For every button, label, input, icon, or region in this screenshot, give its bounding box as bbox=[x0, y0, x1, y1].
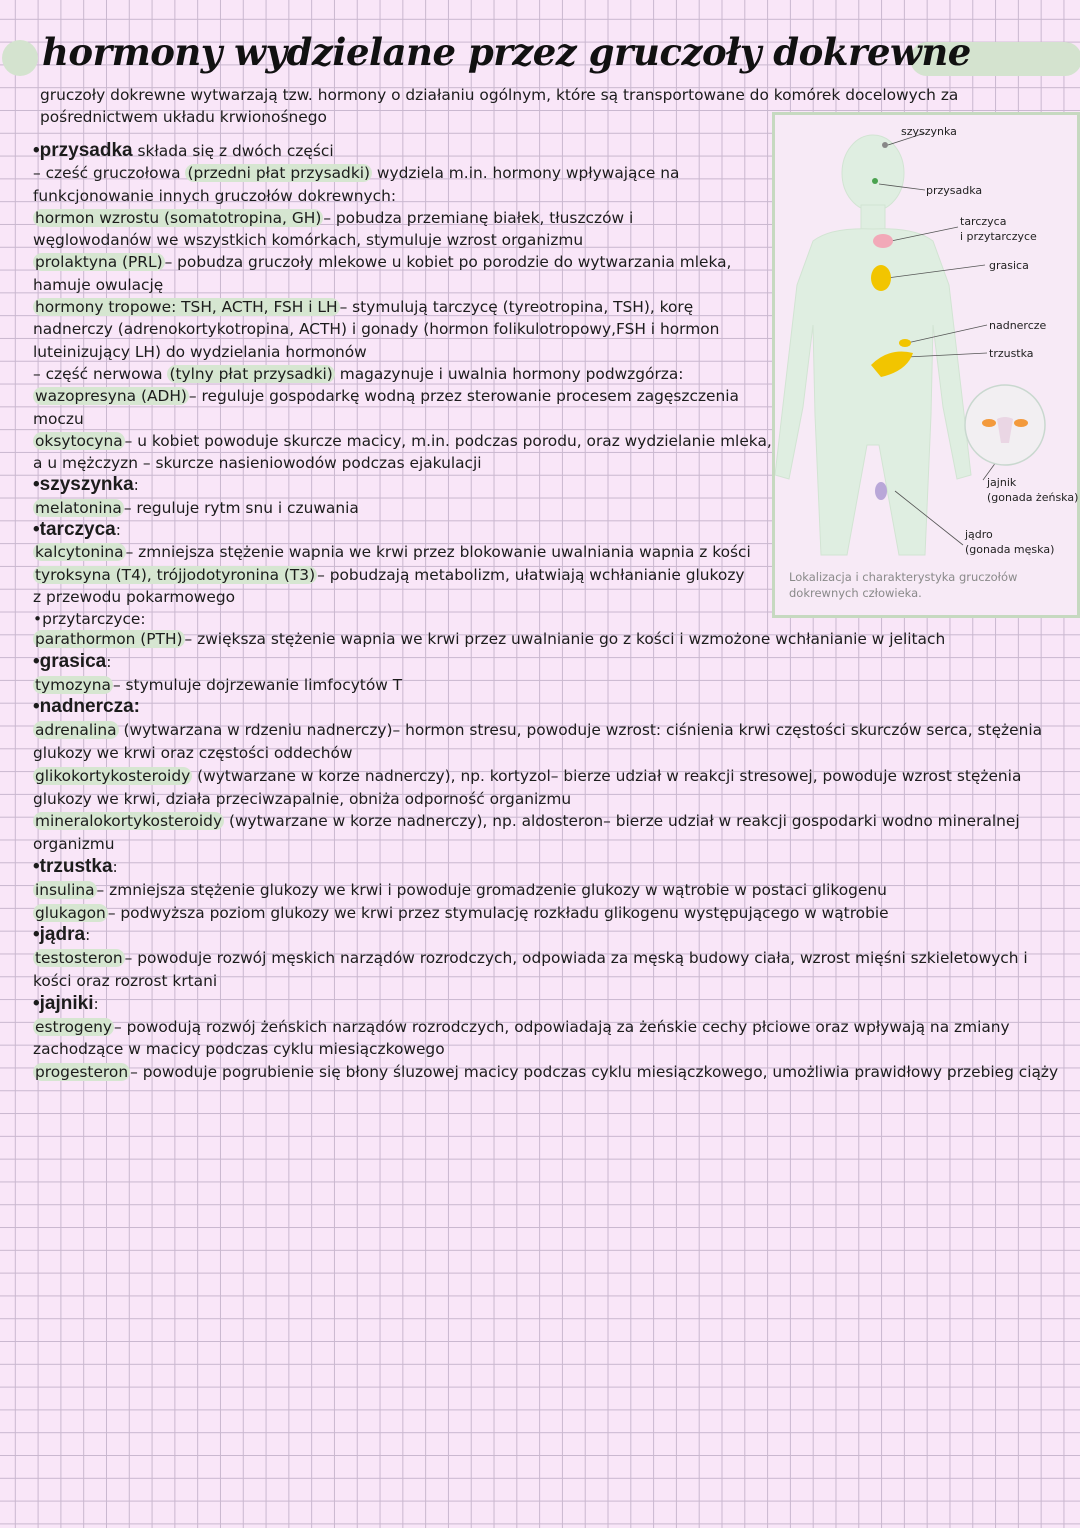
kalcytonina-line: kalcytonina – zmniejsza stężenie wapnia we krwi przez blokowanie uwalniania wapnia z kości bbox=[35, 543, 751, 562]
mineralokortykosteroidy-paragraph: mineralokortykosteroidy (wytwarzane w korze nadnerczy), np. aldosteron– bierze udział w reakcji gospodarki wodno mineralnej organizmu bbox=[33, 812, 1020, 854]
label-tarczyca: tarczyca bbox=[960, 215, 1007, 228]
tarczyca-marker bbox=[873, 234, 893, 248]
przysadka-heading: •przysadka bbox=[33, 140, 133, 161]
title-dot-decoration bbox=[2, 40, 38, 76]
trzustka-heading-line: •trzustka: bbox=[33, 855, 118, 877]
gh-line: hormon wzrostu (somatotropina, GH) – pobudza przemianę białek, tłuszczów i bbox=[35, 208, 634, 227]
oxy-line: oksytocyna – u kobiet powoduje skurcze macicy, m.in. podczas porodu, oraz wydzielanie mleka, bbox=[35, 431, 772, 450]
estrogeny-term: estrogeny bbox=[35, 1017, 113, 1036]
pth-term: parathormon (PTH) bbox=[35, 630, 183, 648]
progesteron-paragraph: progesteron – powoduje pogrubienie się błony śluzowej macicy podczas cyklu miesiączkowego, umożliwia prawidłowy przebieg ciąży bbox=[35, 1063, 1059, 1082]
label-przytarczyce: i przytarczyce bbox=[960, 230, 1037, 243]
mineralokortykosteroidy-term: mineralokortykosteroidy bbox=[35, 812, 223, 831]
prl-term: prolaktyna (PRL) bbox=[35, 253, 163, 272]
jadro-marker bbox=[875, 482, 887, 500]
glukagon-term: glukagon bbox=[35, 903, 106, 922]
gh-line: węglowodanów we wszystkich komórkach, stymuluje wzrost organizmu bbox=[33, 231, 584, 250]
label-jajnik: jajnik bbox=[987, 476, 1017, 489]
testosteron-term: testosteron bbox=[35, 949, 123, 968]
tyroksyna-line: z przewodu pokarmowego bbox=[33, 587, 236, 606]
tyroksyna-line: tyroksyna (T4), trójjodotyronina (T3) – pobudzają metabolizm, ułatwiają wchłanianie glukozy bbox=[35, 565, 745, 584]
glikokortykosteroidy-paragraph: glikokortykosteroidy (wytwarzane w korze nadnerczy), np. kortyzol– bierze udział w reakcji stresowej, powoduje wzrost stężenia glukozy we krwi, działa przeciwzapalnie, obniża odporność organizmu bbox=[33, 766, 1022, 808]
label-przysadka: przysadka bbox=[926, 184, 983, 197]
human-silhouette bbox=[775, 135, 971, 555]
progesteron-term: progesteron bbox=[35, 1063, 129, 1082]
grasica-heading: •grasica bbox=[33, 650, 107, 672]
melatonina-term: melatonina bbox=[35, 498, 122, 517]
tymozyna-term: tymozyna bbox=[35, 675, 111, 694]
szyszynka-marker bbox=[882, 142, 888, 148]
insulina-line: insulina – zmniejsza stężenie glukozy we krwi i powoduje gromadzenie glukozy w wątrobie w postaci glikogenu bbox=[35, 880, 887, 899]
jajniki-heading: •jajniki bbox=[33, 992, 94, 1014]
gh-term: hormon wzrostu (somatotropina, GH) bbox=[35, 208, 322, 227]
nadnercze-marker bbox=[899, 339, 911, 347]
label-szyszynka: szyszynka bbox=[901, 125, 957, 138]
tarczyca-heading-line: •tarczyca: bbox=[33, 519, 121, 541]
label-nadnercze: nadnercze bbox=[989, 319, 1047, 332]
jajniki-heading-line: •jajniki: bbox=[33, 992, 99, 1014]
jadra-heading-line: •jądra: bbox=[33, 924, 91, 946]
tymozyna-line: tymozyna – stymuluje dojrzewanie limfocytów T bbox=[35, 675, 403, 694]
nerwowa-line: – część nerwowa (tylny płat przysadki) magazynuje i uwalnia hormony podwzgórza: bbox=[33, 364, 684, 383]
figure-caption: Lokalizacja i charakterystyka gruczołów dokrewnych człowieka. bbox=[789, 570, 1018, 600]
endocrine-figure bbox=[772, 112, 1080, 618]
glukagon-line: glukagon – podwyższa poziom glukozy we krwi przez stymulację rozkładu glikogenu występującego w wątrobie bbox=[35, 903, 889, 922]
label-trzustka: trzustka bbox=[989, 347, 1034, 360]
full-width-notes bbox=[33, 628, 1063, 1084]
pth-line: parathormon (PTH) – zwiększa stężenie wapnia we krwi przez uwalnianie go z kości i wzmożone wchłanianie w jelitach bbox=[35, 630, 946, 648]
adh-line: wazopresyna (ADH) – reguluje gospodarkę wodną przez sterowanie procesem zagęszczenia bbox=[35, 387, 739, 406]
tyroksyna-term: tyroksyna (T4), trójjodotyronina (T3) bbox=[35, 565, 316, 584]
left-column-notes bbox=[33, 140, 773, 631]
szyszynka-heading-line: •szyszynka: bbox=[33, 474, 139, 496]
insulina-term: insulina bbox=[35, 880, 95, 899]
przysadka-marker bbox=[872, 178, 878, 184]
przysadka-heading-line: •przysadka składa się z dwóch części bbox=[33, 140, 334, 161]
prl-line: hamuje owulację bbox=[33, 275, 164, 294]
label-jadro: jądro bbox=[965, 528, 993, 541]
jadra-heading: •jądra bbox=[33, 924, 86, 946]
trzustka-heading: •trzustka bbox=[33, 855, 113, 877]
melatonina-line: melatonina – reguluje rytm snu i czuwania bbox=[35, 498, 359, 517]
ovary-right bbox=[1014, 419, 1028, 427]
kalcytonina-term: kalcytonina bbox=[35, 543, 124, 562]
adh-line: moczu bbox=[33, 409, 84, 428]
tropowe-line: nadnerczy (adrenokortykotropina, ACTH) i gonady (hormon folikulotropowy,FSH i hormon bbox=[33, 320, 720, 339]
oxy-line: a u mężczyzn – skurcze nasieniowodów podczas ejakulacji bbox=[33, 454, 482, 473]
tropowe-term: hormony tropowe: TSH, ACTH, FSH i LH bbox=[35, 298, 338, 317]
przysadka-line: funkcjonowanie innych gruczołów dokrewnych: bbox=[33, 186, 397, 205]
page-title: hormony wydzielane przez gruczoły dokrewne bbox=[42, 30, 971, 74]
label-grasica: grasica bbox=[989, 259, 1029, 272]
oxy-term: oksytocyna bbox=[35, 431, 123, 450]
tarczyca-heading: •tarczyca bbox=[33, 519, 116, 541]
label-jadro-sub: (gonada męska) bbox=[965, 543, 1055, 556]
tropowe-line: luteinizujący LH) do wydzielania hormonów bbox=[33, 342, 367, 361]
adrenalina-term: adrenalina bbox=[35, 721, 117, 740]
adh-term: wazopresyna (ADH) bbox=[35, 387, 187, 406]
szyszynka-heading: •szyszynka bbox=[33, 474, 134, 496]
ovary-left bbox=[982, 419, 996, 427]
nadnercza-heading-line bbox=[33, 696, 1063, 719]
przytarczyce-heading: •przytarczyce: bbox=[33, 610, 146, 629]
estrogeny-paragraph: estrogeny – powodują rozwój żeńskich narządów rozrodczych, odpowiadają za żeńskie cechy płciowe oraz wpływają na zmiany zachodzące w macicy podczas cyklu miesiączkowego bbox=[33, 1017, 1010, 1059]
intro-text: gruczoły dokrewne wytwarzają tzw. hormony o działaniu ogólnym, które są transportowane do komórek docelowych za pośrednictwem układu krwionośnego bbox=[40, 86, 959, 126]
testosteron-paragraph: testosteron – powoduje rozwój męskich narządów rozrodczych, odpowiada za męską budowy ciała, wzrost mięśni szkieletowych i kości oraz rozrost krtani bbox=[33, 949, 1028, 990]
adrenalina-paragraph: adrenalina (wytwarzana w rdzeniu nadnerczy)– hormon stresu, powoduje wzrost: ciśnienia krwi częstości skurczów serca, stężenia glukozy we krwi oraz częstości oddechów bbox=[33, 721, 1043, 762]
label-jajnik-sub: (gonada żeńska) bbox=[987, 491, 1079, 504]
grasica-marker bbox=[871, 265, 891, 291]
nadnercza-heading: •nadnercza: bbox=[33, 696, 140, 718]
przysadka-line: – cześć gruczołowa (przedni płat przysadki) wydziela m.in. hormony wpływające na bbox=[33, 164, 680, 183]
prl-line: prolaktyna (PRL) – pobudza gruczoły mlekowe u kobiet po porodzie do wytwarzania mleka, bbox=[35, 253, 732, 272]
tropowe-line: hormony tropowe: TSH, ACTH, FSH i LH – stymulują tarczycę (tyreotropina, TSH), korę bbox=[35, 298, 694, 317]
glikokortykosteroidy-term: glikokortykosteroidy bbox=[35, 766, 191, 785]
grasica-heading-line: •grasica: bbox=[33, 650, 112, 672]
